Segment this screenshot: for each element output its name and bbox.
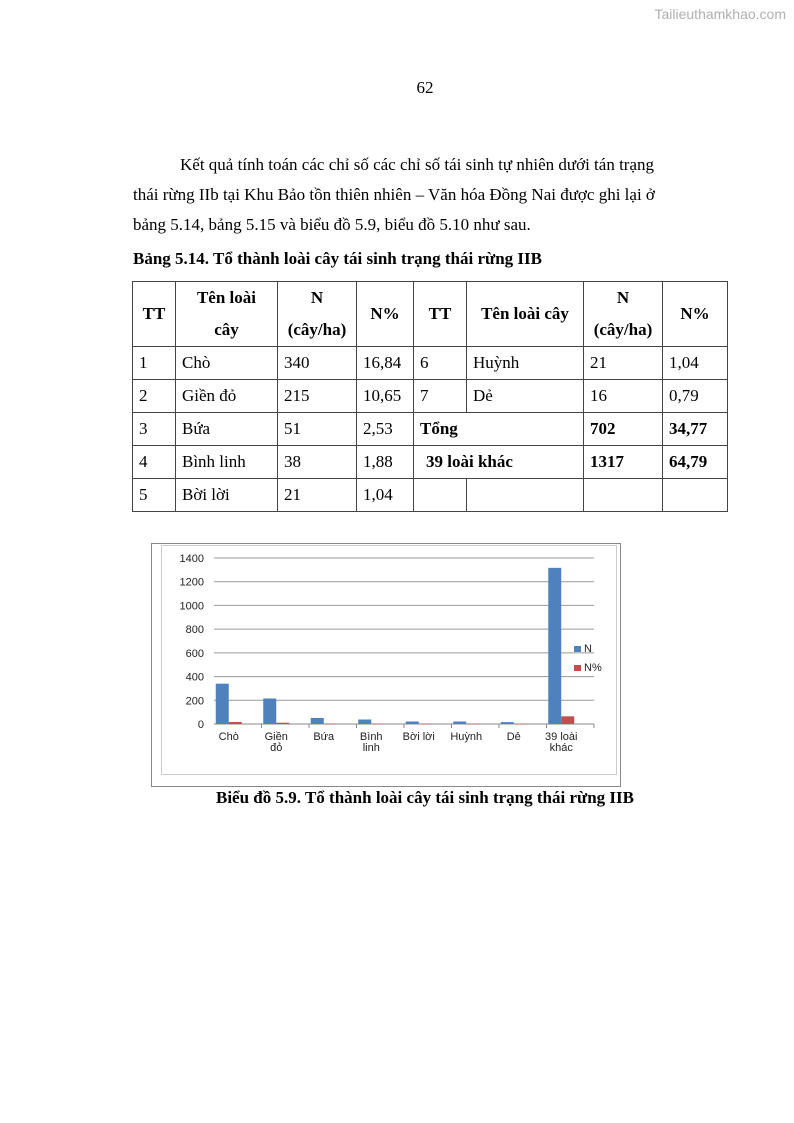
bar-npct [514, 724, 527, 725]
x-tick-label: 39 loài [545, 731, 578, 743]
cell-n: 38 [278, 446, 357, 479]
watermark: Tailieuthamkhao.com [654, 6, 786, 22]
chart-frame [151, 543, 621, 787]
cell-name2: Huỳnh [467, 347, 584, 380]
body-paragraph [133, 150, 733, 240]
table-row [133, 347, 728, 380]
x-tick-label: Huỳnh [450, 731, 483, 743]
paragraph-line: bảng 5.14, bảng 5.15 và biểu đồ 5.9, biểu đồ 5.10 như sau. [133, 215, 531, 234]
cell-other-pct: 64,79 [663, 446, 728, 479]
bar-npct [419, 724, 432, 725]
y-tick-label: 400 [185, 671, 204, 684]
table-header-row [133, 282, 728, 347]
cell-other-n: 1317 [584, 446, 663, 479]
cell-name: Bứa [176, 413, 278, 446]
header-n2-line2: (cây/ha) [593, 320, 653, 339]
header-name-line2: cây [214, 320, 239, 339]
y-tick-label: 800 [185, 624, 204, 637]
x-tick-label: khác [549, 742, 573, 754]
cell-tt2: 6 [414, 347, 467, 380]
cell-tt2: 7 [414, 380, 467, 413]
header-n2 [584, 282, 663, 347]
bar-npct [466, 724, 479, 725]
bar-n [453, 722, 466, 724]
cell-name: Chò [176, 347, 278, 380]
cell-total-pct: 34,77 [663, 413, 728, 446]
y-tick-label: 0 [197, 719, 204, 731]
header-n-line2: (cây/ha) [287, 320, 347, 339]
legend-label: N% [584, 662, 602, 674]
header-n2-line1: N [616, 288, 630, 307]
legend-swatch [574, 646, 581, 652]
x-tick-label: linh [362, 742, 380, 754]
paragraph-line: Kết quả tính toán các chỉ số các chỉ số tái sinh tự nhiên dưới tán trạng [180, 155, 655, 174]
bar-n [548, 568, 561, 724]
legend-label: N [584, 643, 592, 655]
cell-other-label: 39 loài khác [414, 446, 584, 479]
cell-empty [584, 479, 663, 512]
bar-npct [561, 716, 574, 724]
bar-n [501, 722, 514, 724]
table-row [133, 413, 728, 446]
x-tick-label: Bình [359, 731, 383, 743]
cell-n: 51 [278, 413, 357, 446]
bar-npct [371, 724, 384, 725]
cell-name: Bời lời [176, 479, 278, 512]
bar-n [216, 684, 229, 724]
header-pct: N% [357, 282, 414, 347]
cell-tt: 5 [133, 479, 176, 512]
header-name [176, 282, 278, 347]
legend-swatch [574, 665, 581, 671]
header-pct2: N% [663, 282, 728, 347]
cell-pct: 10,65 [357, 380, 414, 413]
cell-empty [414, 479, 467, 512]
cell-pct: 1,88 [357, 446, 414, 479]
species-table [132, 281, 728, 512]
cell-n: 340 [278, 347, 357, 380]
cell-tt: 3 [133, 413, 176, 446]
cell-n: 21 [278, 479, 357, 512]
chart-area [161, 545, 617, 775]
cell-tt: 4 [133, 446, 176, 479]
bar-npct [276, 723, 289, 724]
header-n [278, 282, 357, 347]
cell-tt: 1 [133, 347, 176, 380]
bar-n [311, 718, 324, 724]
paragraph-line: thái rừng IIb tại Khu Bảo tồn thiên nhiên – Văn hóa Đồng Nai được ghi lại ở [133, 185, 655, 204]
table-row [133, 380, 728, 413]
cell-n2: 16 [584, 380, 663, 413]
table-row [133, 446, 728, 479]
bar-npct [229, 722, 242, 724]
chart-caption: Biểu đồ 5.9. Tổ thành loài cây tái sinh trạng thái rừng IIB [216, 788, 634, 807]
y-tick-label: 1200 [179, 576, 204, 589]
table-row [133, 479, 728, 512]
cell-total-label: Tổng [414, 413, 584, 446]
header-tt2: TT [414, 282, 467, 347]
cell-tt: 2 [133, 380, 176, 413]
cell-pct2: 1,04 [663, 347, 728, 380]
bar-chart [162, 546, 618, 776]
bar-n [358, 719, 371, 724]
y-tick-label: 1400 [179, 553, 204, 565]
cell-pct2: 0,79 [663, 380, 728, 413]
header-tt: TT [133, 282, 176, 347]
cell-pct: 2,53 [357, 413, 414, 446]
cell-name: Giền đỏ [176, 380, 278, 413]
x-tick-label: Bời lời [402, 731, 435, 743]
cell-total-n: 702 [584, 413, 663, 446]
table-caption: Bảng 5.14. Tổ thành loài cây tái sinh trạng thái rừng IIB [133, 249, 542, 268]
cell-n: 215 [278, 380, 357, 413]
cell-name: Bình linh [176, 446, 278, 479]
bar-n [406, 722, 419, 724]
cell-empty [663, 479, 728, 512]
x-tick-label: Giền [264, 731, 288, 743]
bar-npct [324, 724, 337, 725]
y-tick-label: 1000 [179, 600, 204, 613]
page-number: 62 [416, 78, 434, 97]
x-tick-label: Dẻ [506, 731, 521, 743]
header-name-line1: Tên loài [196, 288, 257, 307]
bar-n [263, 699, 276, 724]
cell-n2: 21 [584, 347, 663, 380]
cell-name2: Dẻ [467, 380, 584, 413]
x-tick-label: Chò [218, 731, 239, 743]
cell-empty [467, 479, 584, 512]
cell-pct: 1,04 [357, 479, 414, 512]
y-tick-label: 600 [185, 647, 204, 660]
header-name2: Tên loài cây [467, 282, 584, 347]
x-tick-label: Bứa [313, 731, 335, 743]
cell-pct: 16,84 [357, 347, 414, 380]
x-tick-label: đỏ [270, 742, 283, 754]
y-tick-label: 200 [185, 695, 204, 708]
header-n-line1: N [310, 288, 324, 307]
